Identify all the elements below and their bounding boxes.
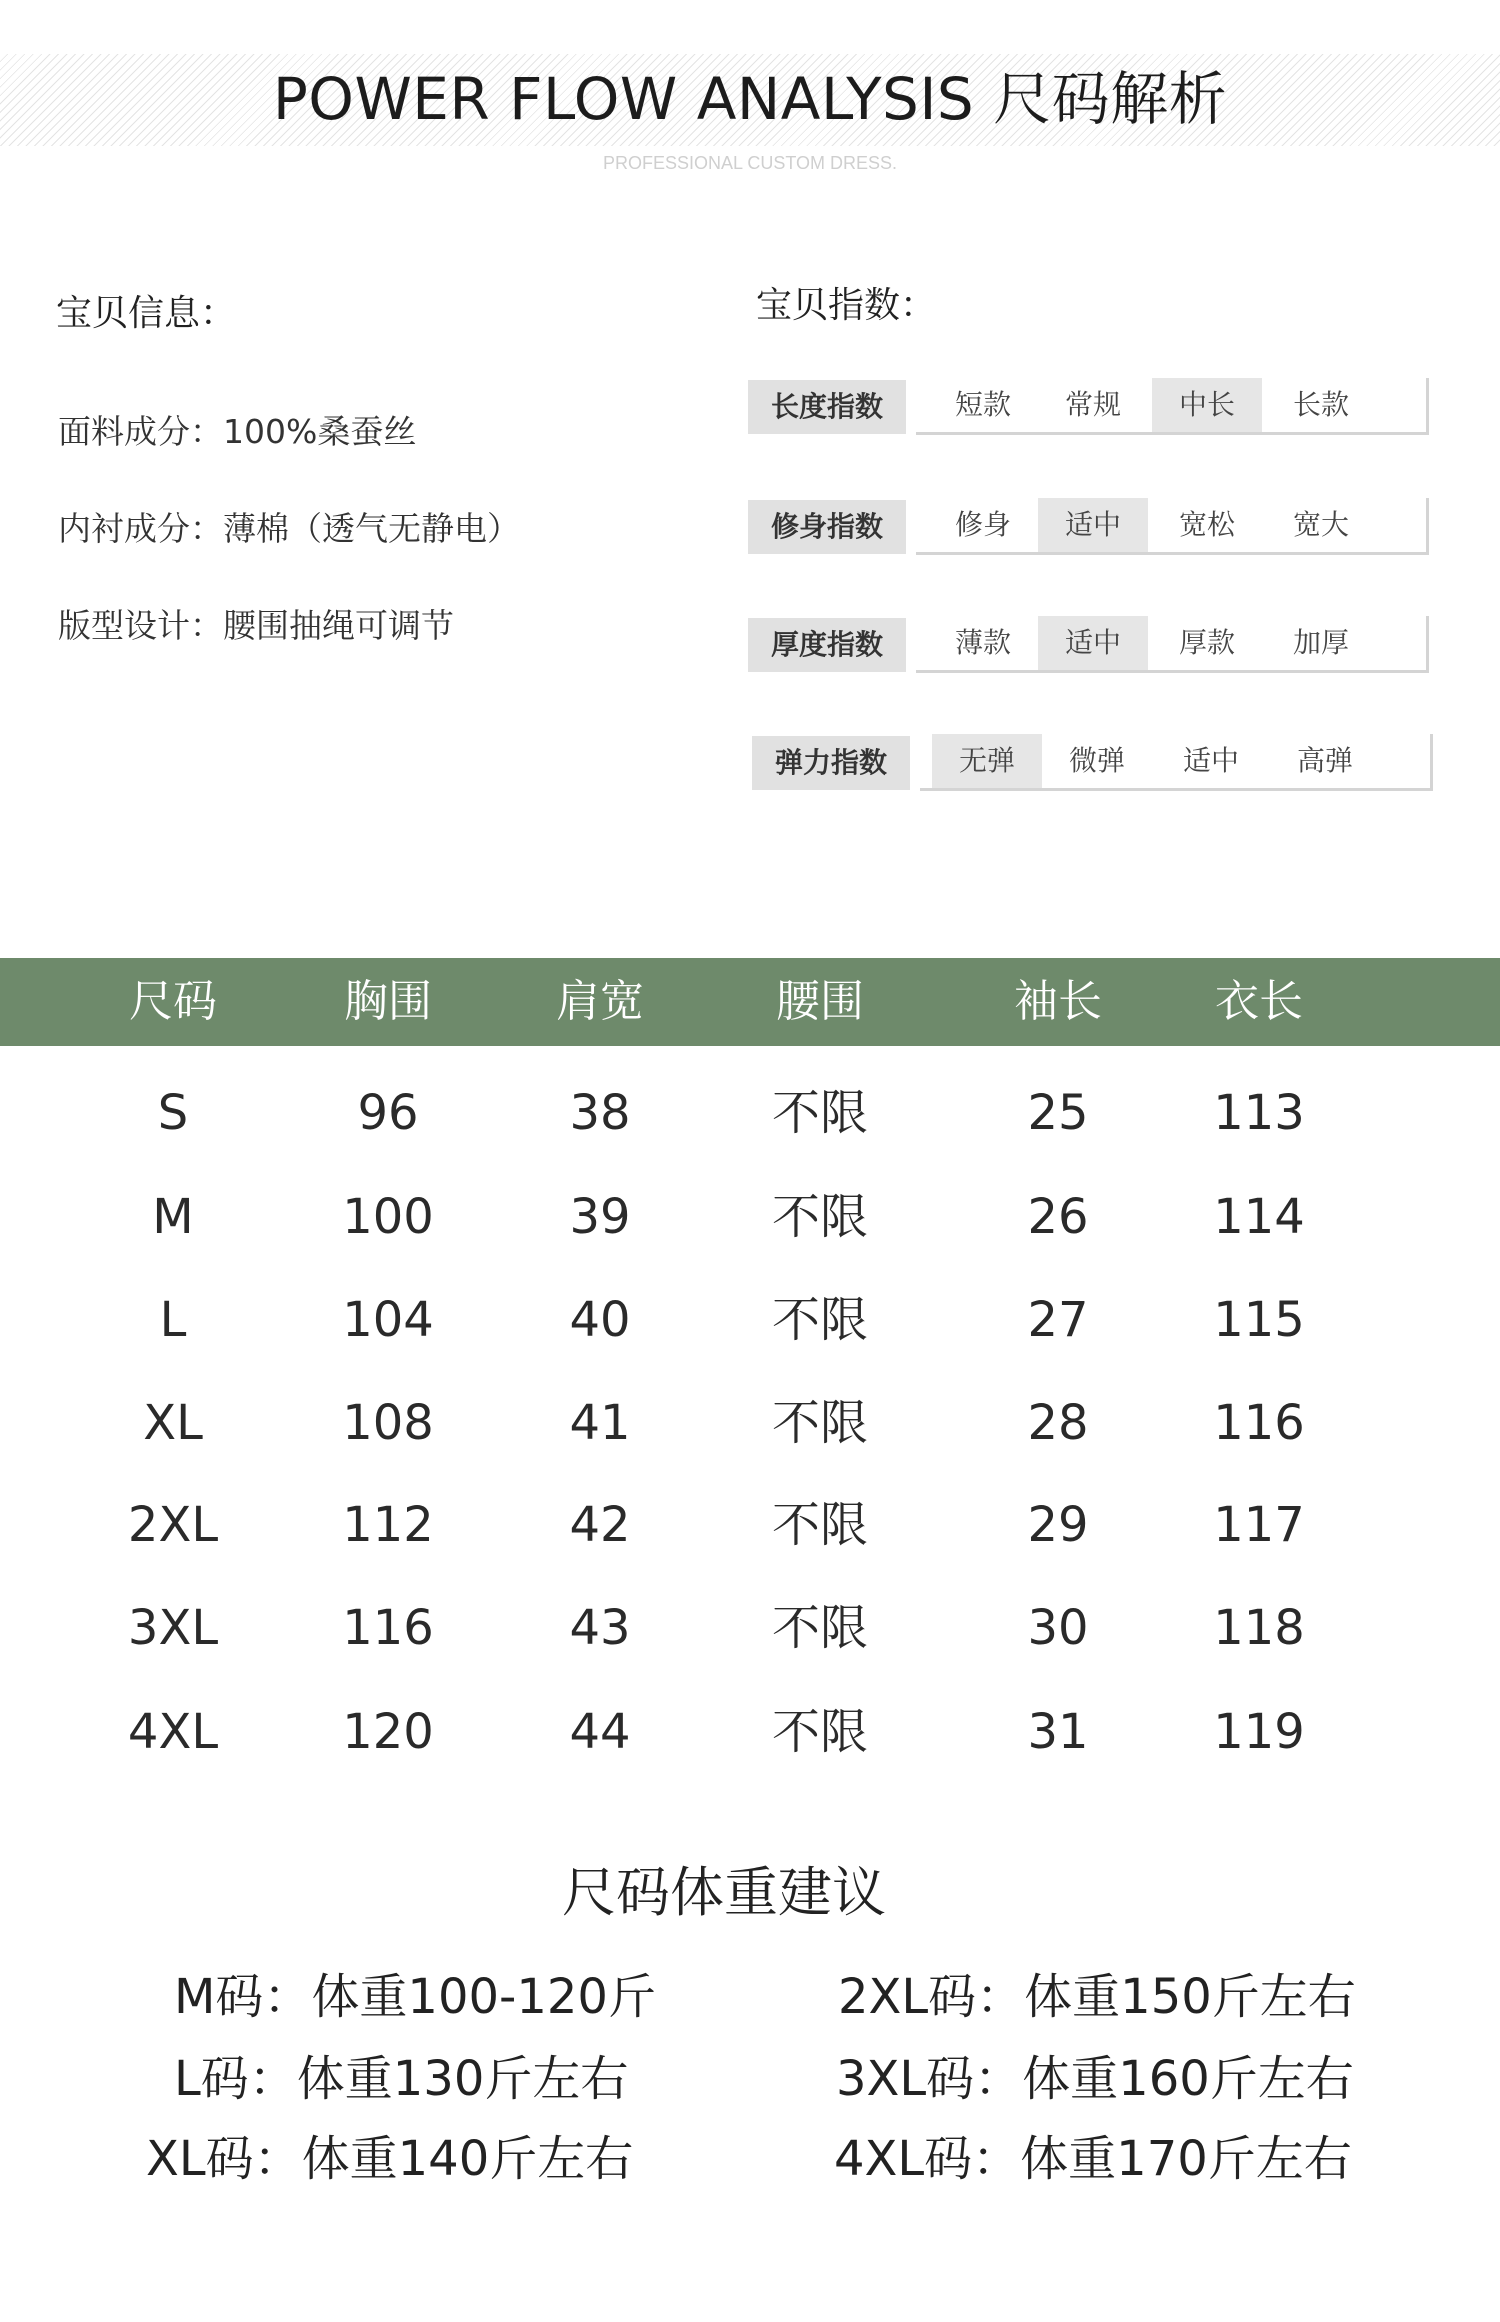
weight-suggestion-item: 4XL码：体重170斤左右: [834, 2131, 1352, 2187]
index-option: 短款: [954, 388, 1011, 421]
index-row: [748, 498, 1438, 556]
table-cell: 117: [1213, 1497, 1305, 1553]
table-column-header: 肩宽: [556, 976, 644, 1027]
table-cell: 114: [1213, 1189, 1305, 1245]
index-option: 薄款: [954, 626, 1011, 659]
table-row-size: 3XL: [127, 1600, 219, 1656]
lining-composition: 内衬成分：薄棉（透气无静电）: [58, 509, 520, 548]
table-row-size: 4XL: [127, 1704, 219, 1760]
index-row: [748, 378, 1438, 436]
table-cell: 44: [569, 1704, 631, 1760]
product-index-heading: 宝贝指数：: [756, 285, 937, 326]
table-row-size: 2XL: [127, 1497, 219, 1553]
index-scale: [916, 378, 1429, 435]
table-column-header: 尺码: [129, 976, 217, 1027]
weight-suggestion-item: L码：体重130斤左右: [174, 2051, 629, 2107]
index-option-selected: 中长: [1152, 378, 1262, 432]
fabric-composition: 面料成分：100%桑蚕丝: [58, 412, 417, 451]
index-option-selected: 适中: [1038, 616, 1148, 670]
weight-suggestion-item: 3XL码：体重160斤左右: [836, 2051, 1354, 2107]
table-cell: 不限: [771, 1085, 868, 1141]
table-cell: 113: [1213, 1085, 1305, 1141]
index-scale: [920, 734, 1433, 791]
table-cell: 112: [342, 1497, 434, 1553]
table-cell: 26: [1027, 1189, 1089, 1245]
index-option: 修身: [954, 508, 1011, 541]
table-cell: 120: [342, 1704, 434, 1760]
index-option: 加厚: [1292, 626, 1349, 659]
table-cell: 不限: [771, 1497, 868, 1553]
index-option-selected: 无弹: [932, 734, 1042, 788]
fit-design: 版型设计：腰围抽绳可调节: [58, 606, 454, 645]
table-cell: 39: [569, 1189, 631, 1245]
index-option: 高弹: [1296, 744, 1353, 777]
table-cell: 104: [342, 1292, 434, 1348]
size-table-header: [0, 958, 1500, 1046]
page-title: POWER FLOW ANALYSIS 尺码解析: [272, 65, 1228, 133]
table-cell: 118: [1213, 1600, 1305, 1656]
table-cell: 31: [1027, 1704, 1089, 1760]
index-label: 弹力指数: [752, 736, 910, 790]
weight-suggestion-item: XL码：体重140斤左右: [146, 2131, 634, 2187]
table-cell: 116: [1213, 1395, 1305, 1451]
table-cell: 116: [342, 1600, 434, 1656]
table-cell: 27: [1027, 1292, 1089, 1348]
page-subtitle: PROFESSIONAL CUSTOM DRESS.: [602, 153, 898, 173]
table-cell: 30: [1027, 1600, 1089, 1656]
product-info-heading: 宝贝信息：: [56, 293, 237, 334]
table-column-header: 衣长: [1215, 976, 1303, 1027]
weight-suggestion-title: 尺码体重建议: [562, 1861, 886, 1924]
table-cell: 119: [1213, 1704, 1305, 1760]
table-cell: 100: [342, 1189, 434, 1245]
table-cell: 25: [1027, 1085, 1089, 1141]
index-row: [748, 616, 1438, 674]
table-cell: 29: [1027, 1497, 1089, 1553]
index-option: 宽大: [1292, 508, 1349, 541]
table-cell: 43: [569, 1600, 631, 1656]
table-cell: 不限: [771, 1704, 868, 1760]
table-cell: 41: [569, 1395, 631, 1451]
index-option: 适中: [1182, 744, 1239, 777]
table-cell: 42: [569, 1497, 631, 1553]
index-scale: [916, 498, 1429, 555]
index-option: 微弹: [1068, 744, 1125, 777]
index-label: 长度指数: [748, 380, 906, 434]
weight-suggestion-item: M码：体重100-120斤: [174, 1969, 656, 2025]
index-option: 宽松: [1178, 508, 1235, 541]
index-option-selected: 适中: [1038, 498, 1148, 552]
table-cell: 28: [1027, 1395, 1089, 1451]
table-column-header: 胸围: [344, 976, 432, 1027]
table-row-size: XL: [143, 1395, 203, 1451]
table-cell: 40: [569, 1292, 631, 1348]
table-row-size: L: [159, 1292, 187, 1348]
table-cell: 不限: [771, 1189, 868, 1245]
index-label: 修身指数: [748, 500, 906, 554]
index-option: 长款: [1292, 388, 1349, 421]
index-label: 厚度指数: [748, 618, 906, 672]
table-cell: 不限: [771, 1600, 868, 1656]
weight-suggestion-item: 2XL码：体重150斤左右: [838, 1969, 1356, 2025]
table-cell: 38: [569, 1085, 631, 1141]
index-option: 厚款: [1178, 626, 1235, 659]
table-column-header: 袖长: [1014, 976, 1102, 1027]
table-cell: 不限: [771, 1395, 868, 1451]
table-cell: 115: [1213, 1292, 1305, 1348]
index-row: [752, 734, 1442, 792]
table-cell: 108: [342, 1395, 434, 1451]
table-row-size: S: [157, 1085, 189, 1141]
table-cell: 不限: [771, 1292, 868, 1348]
table-cell: 96: [357, 1085, 419, 1141]
table-column-header: 腰围: [776, 976, 864, 1027]
index-scale: [916, 616, 1429, 673]
table-row-size: M: [152, 1189, 194, 1245]
index-option: 常规: [1064, 388, 1121, 421]
